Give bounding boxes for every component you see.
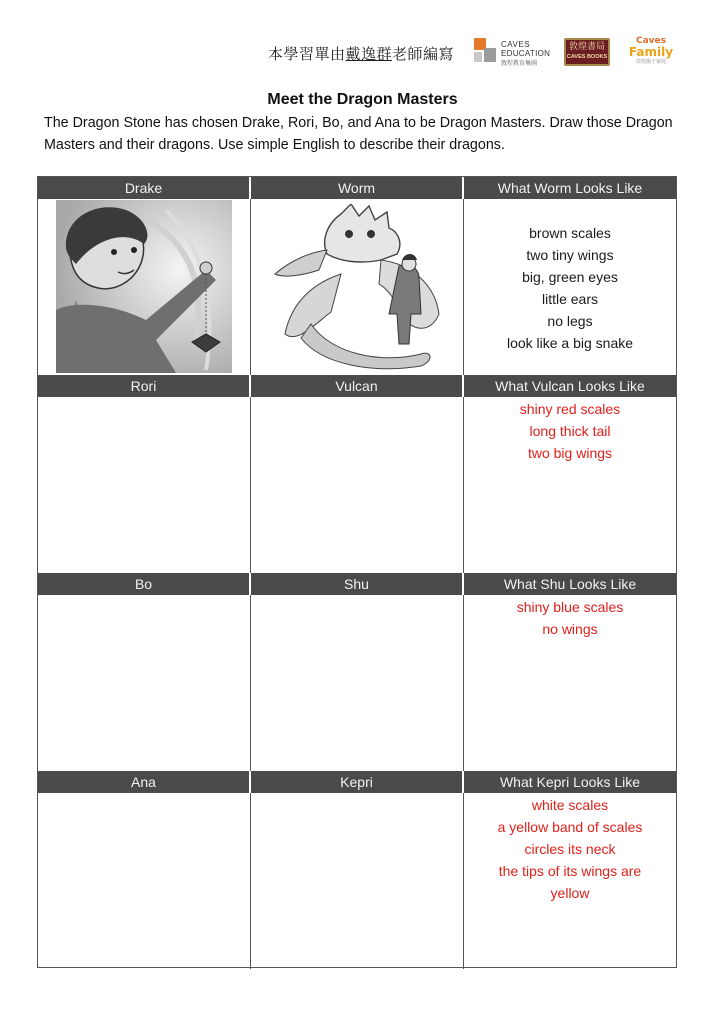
caves-family-line1: Caves [635, 36, 666, 46]
master-drawing-area[interactable] [38, 793, 251, 969]
table-row-drake [38, 177, 676, 375]
description-line: no legs [547, 313, 593, 329]
description-cell [464, 595, 676, 771]
description-line: big, green eyes [522, 269, 618, 285]
caves-logo-line2: EDUCATION [501, 49, 551, 58]
worksheet-title: Meet the Dragon Masters [267, 91, 458, 108]
caves-family-line2: Family [628, 45, 674, 59]
dragon-header: Worm [251, 177, 464, 199]
drake-illustration [56, 200, 232, 373]
description-list [464, 595, 676, 640]
description-line: long thick tail [529, 423, 611, 439]
looks-header: What Kepri Looks Like [464, 771, 676, 793]
dragon-drawing-cell [251, 199, 464, 375]
looks-header: What Worm Looks Like [464, 177, 676, 199]
master-header: Drake [38, 177, 251, 199]
dragon-header: Vulcan [251, 375, 464, 397]
caves-education-logo [474, 38, 552, 68]
master-drawing-cell [38, 199, 251, 375]
caves-logo-mark-icon [474, 38, 496, 64]
master-drawing-area[interactable] [38, 397, 251, 573]
dragon-masters-table [37, 176, 677, 968]
caves-books-line2: CAVES BOOKS [566, 54, 608, 60]
worm-dragon-illustration [271, 204, 443, 370]
description-line: shiny blue scales [516, 599, 624, 615]
description-line: two big wings [527, 445, 613, 461]
description-line: shiny red scales [519, 401, 621, 417]
description-line: yellow [550, 885, 590, 901]
dragon-drawing-area[interactable] [251, 397, 464, 573]
looks-header: What Vulcan Looks Like [464, 375, 676, 397]
dragon-header: Kepri [251, 771, 464, 793]
table-row-bo [38, 573, 676, 771]
looks-header: What Shu Looks Like [464, 573, 676, 595]
description-list [464, 397, 676, 464]
caves-books-line1: 敦煌書局 [568, 42, 605, 52]
description-line: no wings [542, 621, 598, 637]
caves-books-logo [564, 38, 610, 66]
caves-family-line3: 敦煌親子家庭 [635, 59, 666, 65]
worksheet-author-note [268, 43, 454, 64]
description-line: circles its neck [524, 841, 616, 857]
master-header: Ana [38, 771, 251, 793]
author-name: 戴逸群 [345, 45, 393, 63]
master-header: Rori [38, 375, 251, 397]
caves-logo-line1: CAVES [501, 40, 531, 49]
dragon-drawing-area[interactable] [251, 793, 464, 969]
table-row-rori [38, 375, 676, 573]
description-cell [464, 397, 676, 573]
description-list [464, 199, 676, 354]
master-header: Bo [38, 573, 251, 595]
description-line: look like a big snake [506, 335, 634, 351]
caves-family-logo [628, 36, 674, 66]
dragon-header: Shu [251, 573, 464, 595]
description-line: the tips of its wings are [498, 863, 642, 879]
caves-logo-line3: 敦煌教育集團 [501, 60, 538, 67]
description-line: two tiny wings [526, 247, 614, 263]
description-cell [464, 793, 676, 969]
author-note-prefix: 本學習單由 [268, 45, 346, 63]
dragon-drawing-area[interactable] [251, 595, 464, 771]
master-drawing-area[interactable] [38, 595, 251, 771]
description-line: little ears [541, 291, 599, 307]
description-list [464, 793, 676, 904]
description-cell [464, 199, 676, 375]
description-line: a yellow band of scales [497, 819, 643, 835]
description-line: white scales [531, 797, 609, 813]
description-line: brown scales [529, 225, 611, 241]
author-note-suffix: 老師編寫 [392, 45, 455, 63]
worksheet-instructions: The Dragon Stone has chosen Drake, Rori, Bo, and Ana to be Dragon Masters. Draw those Dragon Masters and their dragons. Use simple English to describe their dragons. [44, 115, 673, 153]
table-row-ana [38, 771, 676, 969]
